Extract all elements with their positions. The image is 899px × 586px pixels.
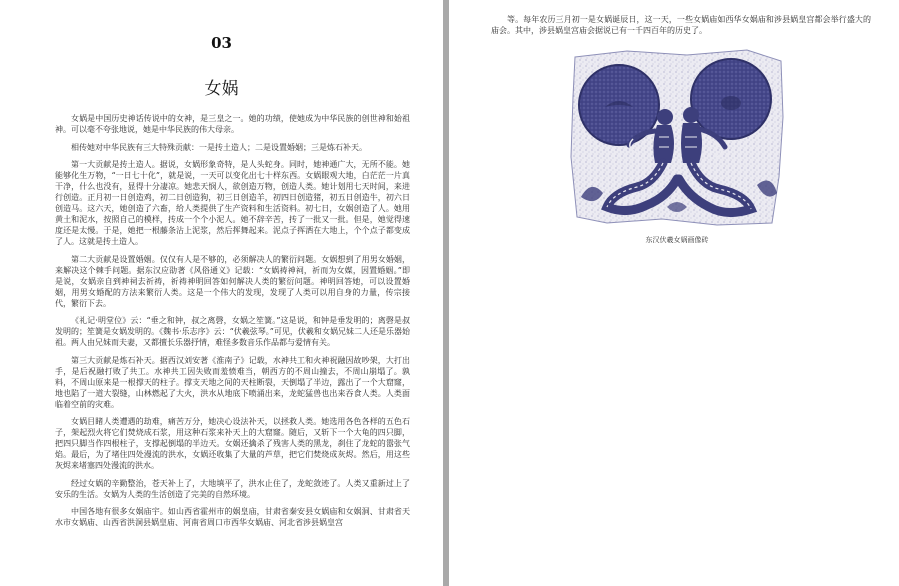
paragraph: 等。每年农历三月初一是女娲诞辰日，这一天，一些女娲庙如西华女娲庙和涉县娲皇宫都会举行盛大的庙会。其中，涉县娲皇宫庙会据说已有一千四百年的历史了。	[491, 15, 871, 35]
paragraph: 第三大贡献是炼石补天。据西汉刘安著《淮南子》记载，水神共工和火神祝融因故吵架，大打出手，是后祝融打败了共工。水神共工因失败而羞愤难当，朝西方的不周山撞去，不周山崩塌了。孰料，不周山原来是一根撑天的柱子。撑支天地之间的天柱断裂，天倒塌了半边，露出了一个大窟窿，地也陷了一道大裂缝，山林燃起了大火，洪水从地底下喷涌出来，龙蛇猛兽也出来吞食人类。人类面临着空前的灾难。	[55, 355, 410, 409]
chapter-number: 03	[211, 34, 232, 52]
right-page	[449, 0, 899, 586]
paragraph: 经过女娲的辛勤整治，苍天补上了，大地填平了，洪水止住了，龙蛇敛迹了。人类又重新过上了安乐的生活。女娲为人类的生活创造了完美的自然环境。	[55, 478, 410, 499]
paragraph: 第一大贡献是抟土造人。据说，女娲形象奇特，是人头蛇身。同时，她神通广大，无所不能。她能够化生万物，“一日七十化”，就是说，一天可以变化出七十样东西。女娲眼观大地，白茫茫一片真干净，什么也没有，显得十分凄凉。她悲天悯人，欲创造万物，创造人类。她计划用七天时间，来进行创造。正月初一日创造鸡，初二日创造狗，初三日创造羊，初四日创造猪，初五日创造牛，初六日创造马。这六天，她创造了六畜，给人类提供了生产资料和生活资料。初七日，女娲创造了人。她用黄土和泥水，按照自己的模样，抟成一个个小泥人。她不辞辛苦，抟了一批又一批。但是，她觉得速度还是太慢。于是，她把一根藤条沾上泥浆，然后挥舞起来。泥点子挥洒在大地上，个个点子都变成了人。这就是抟土造人。	[55, 160, 410, 246]
left-page	[0, 0, 443, 586]
paragraph: 《礼记·明堂位》云：“垂之和钟，叔之离磬，女娲之笙簧。”这是说，和钟是垂发明的；离磬是叔发明的；笙簧是女娲发明的。《魏书·乐志序》云：“伏羲弦琴。”可见，伏羲和女娲兄妹二人还是乐器始祖。两人由兄妹而夫妻，又都擅长乐器抒情，难怪多数音乐作品都与爱情有关。	[55, 316, 410, 347]
right-page-body	[491, 14, 871, 43]
paragraph: 女娲目睹人类遭遇的劫难，痛苦万分，她决心设法补天，以拯救人类。她选用各色各样的五色石子，架起烈火将它们焚烧成石浆，用这种石浆来补天上的大窟窿。随后，又斩下一个大龟的四只脚，把四只脚当作四根柱子，支撑起倒塌的半边天。女娲还擒杀了残害人类的黑龙，刹住了龙蛇的嚣张气焰。最后，为了堵住四处漫流的洪水，女娲还收集了大量的芦草，把它们焚烧成灰烬。然后，用这些灰烬来堵塞四处漫流的洪水。	[55, 417, 410, 470]
figure-caption: 东汉伏羲女娲画像砖	[645, 236, 709, 244]
paragraph: 第二大贡献是设置婚姻。仅仅有人是不够的，必须解决人的繁衍问题。女娲想到了用男女婚姻，来解决这个棘手问题。据东汉应劭著《风俗通义》记载：“女娲祷神祠，祈而为女媒，因置婚姻。”即是说，女娲亲自到神祠去祈祷，祈祷神明回答如何解决人类的繁衍问题。神明回答她，可以设置婚姻，用男女婚配的方法来繁衍人类。这是一个伟大的发现，发现了人类可以用自身的力量，传宗接代，繁衍下去。	[55, 254, 410, 308]
chapter-title: 女娲	[204, 79, 239, 99]
paragraph: 相传她对中华民族有三大特殊贡献：一是抟土造人；二是设置婚姻；三是炼石补天。	[71, 142, 367, 152]
rubbing-figure	[567, 47, 787, 229]
paragraph: 中国各地有很多女娲庙宇。如山西省霍州市的娲皇庙，甘肃省秦安县女娲庙和女娲洞、甘肃省天水市女娲庙、山西省洪洞县娲皇庙、河南省周口市西华女娲庙、河北省涉县娲皇宫	[55, 507, 410, 527]
fuxi-nuwa-rubbing-image	[567, 47, 787, 229]
left-page-body	[55, 113, 410, 535]
paragraph: 女娲是中国历史神话传说中的女神，是三皇之一。她的功绩，使她成为中华民族的创世神和始祖神。可以毫不夸张地说，她是中华民族的伟大母亲。	[55, 114, 410, 134]
